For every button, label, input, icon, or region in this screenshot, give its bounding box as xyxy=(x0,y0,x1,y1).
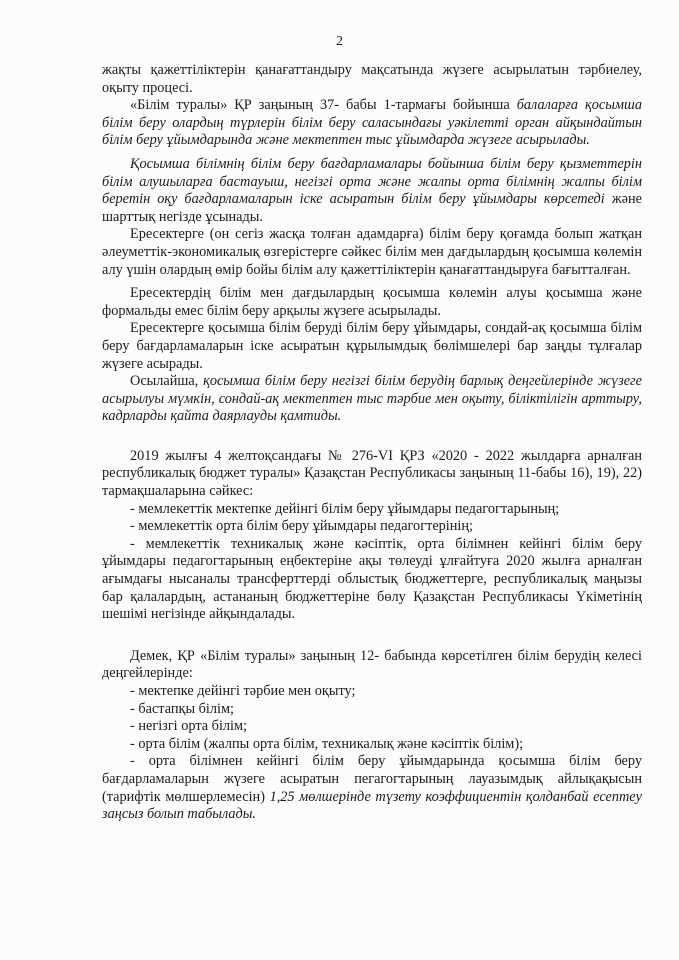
paragraph-education-levels xyxy=(102,648,642,683)
paragraph-text: Ересектердің білім мен дағдылардың қосымша көлемін алуы қосымша және формальды емес білім беру арқылы жүзеге асырылады. xyxy=(102,285,642,319)
paragraph-budget-law xyxy=(102,448,642,501)
list-item: - орта білім (жалпы орта білім, техникалық және кәсіптік білім); xyxy=(130,735,524,752)
paragraph-conclusion xyxy=(102,373,642,426)
italic-text: 1,25 мөлшерінде түзету коэффициентін қолданбай есептеу заңсыз болып табылады. xyxy=(102,788,642,823)
page-number: 2 xyxy=(336,34,343,49)
list-item: - мемлекеттік мектепке дейінгі білім беру ұйымдары педагогтарының; xyxy=(130,500,560,517)
paragraph-text: - орта білімнен кейінгі білім беру ұйымдарында қосымша білім беру бағдарламаларын жүзеге асыратын пегагогтарының лауазымдық айлықақысын (тарифтік мөлшерлемесін) xyxy=(102,753,642,805)
italic-text: қосымша білім беру негізгі білім берудің барлық деңгейлерінде жүзеге асырылуы мүмкін, сондай-ақ мектептен тыс тәрбие мен оқыту, біліктілігін арттыру, кадрларды қайта даярлауды қамтиды. xyxy=(102,373,642,425)
paragraph-adult-education xyxy=(102,226,642,279)
italic-text: Қосымша білімнің білім беру бағдарламалары бойынша білім беру қызметтерін білім алушыларға бастауыш, негізгі орта және жалпы орта білімнің жалпы білім беретін оқу бағдарламаларын іске асыратын білім беру ұйымдары көрсетеді xyxy=(102,155,642,208)
list-item: - мемлекеттік орта білім беру ұйымдары педагогтерінің; xyxy=(130,518,474,535)
paragraph-adult-providers xyxy=(102,320,642,373)
paragraph-text: Ересектерге (он сегіз жасқа толған адамдарға) білім беру қоғамда болып жатқан әлеуметтік-экономикалық өзгерістерге сәйкес білім мен дағдылардың қосымша көлемін алу үшін олардың өмір бойы білім алу қажеттіліктерін қанағаттандыруға бағытталған. xyxy=(102,226,642,278)
paragraph-text: Ересектерге қосымша білім беруді білім беру ұйымдары, сондай-ақ қосымша білім беру бағдарламаларын іске асыратын құрылымдық бөлімшелері бар заңды тұлғалар жүзеге асырады. xyxy=(102,320,642,372)
italic-text: балаларға қосымша білім беру олардың түрлерін білім беру саласындағы уәкілетті орган айқындайтын білім беру ұйымдарында және мектептен тыс ұйымдарда жүзеге асырылады. xyxy=(102,97,642,149)
paragraph-text: Осылайша, xyxy=(130,373,204,390)
list-item: - мемлекеттік техникалық және кәсіптік, орта білімнен кейінгі білім беру ұйымдары педагогтарының еңбектеріне ақы төлеуді ұлғайтуға 2020 жылға арналған ағымдағы нысаналы трансферттерді облыстық бюджеттерге, республикалық маңызы бар қалалардың, астананың бюджеттеріне бөлу Қазақстан Республикасы Үкіметінің шешімі негізінде айқындалады. xyxy=(102,535,642,623)
list-item: - негізгі орта білім; xyxy=(130,718,248,735)
list-item: - бастапқы білім; xyxy=(130,700,235,717)
list-item: - мектепке дейінгі тәрбие мен оқыту; xyxy=(130,683,356,699)
paragraph-text: Демек, ҚР «Білім туралы» заңының 12- бабында көрсетілген білім берудің келесі деңгейлерінде: xyxy=(102,647,642,682)
document-body xyxy=(102,62,642,824)
paragraph-text: 2019 жылғы 4 желтоқсандағы № 276-VI ҚРЗ «2020 - 2022 жылдарға арналған республикалық бюджет туралы» Қазақстан Республикасы заңының 11-бабы 16), 19), 22) тармақшаларына сәйкес: xyxy=(102,447,642,500)
paragraph-text: «Білім туралы» ҚР заңының 37- бабы 1-тармағы бойынша xyxy=(130,97,517,114)
paragraph-adult-skills xyxy=(102,285,642,320)
paragraph-text: жақты қажеттіліктерін қанағаттандыру мақсатында жүзеге асырылатын тәрбиелеу, оқыту процесі. xyxy=(102,62,642,96)
paragraph-continuation xyxy=(102,62,642,97)
list-item xyxy=(102,753,642,823)
paragraph-law-article-37 xyxy=(102,97,642,150)
paragraph-additional-education-programs xyxy=(102,156,642,226)
paragraph-text: және шарттық негізде ұсынады. xyxy=(102,191,642,225)
